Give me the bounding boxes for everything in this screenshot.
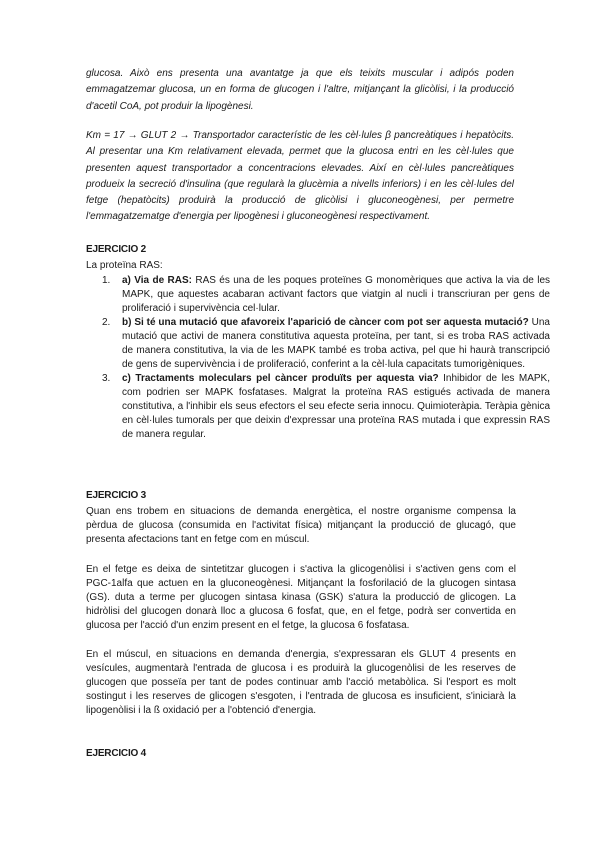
list-item-number: 3.	[102, 373, 111, 384]
intro-paragraph-2: Km = 17 → GLUT 2 → Transportador característic de les cèl·lules β pancreàtiques i hepatòcits. Al presentar una Km relativament elevada, permet que la glucosa entri en les cèl·lules que presenten aquest transportador a concentracions elevades. Així en cèl·lules pancreàtiques produeix la secreció d'insulina (que regularà la glucèmia a nivells inferiors) i en les cèl·lules del fetge (hepatòcits) produirà la producció de glicòlisi i gluconeogènesi, per permetre l'emmagatzematge d'energia per lipogènesi i gluconeogènesi respectivament.	[86, 130, 514, 223]
exercise2-list	[86, 274, 550, 442]
list-item-number: 1.	[102, 275, 111, 286]
list-item-text: Inhibidor de les MAPK, com podrien ser MAPK fosfatases. Malgrat la proteïna RAS estigués activada de manera constitutiva, a l'inhibir els seus efectors el seu efecte seria innocu. Quimioteràpia. Teràpia gènica en cèl·lules tumorals per que deixin d'expressar una proteïna RAS mutada i que expressin RAS de manera regular.	[122, 373, 551, 440]
list-item-number: 2.	[102, 317, 111, 328]
list-item-text: RAS és una de les poques proteïnes G monomèriques que activa la via de les MAPK, que aquestes acabaran activant factors que viatgin al nucli i transcriuran per gens de proliferació i supervivència cel·lular.	[122, 275, 551, 314]
exercise3-paragraph-2: En el fetge es deixa de sintetitzar glucogen i s'activa la glicogenòlisi i s'activen gens com el PGC-1alfa que actuen en la gluconeogènesi. Mitjançant la fosforilació de la glucogen sintasa (GS). duta a terme per glucogen sintasa kinasa (GSK) s'atura la producció de glicogen. La hidròlisi del glucogen donarà lloc a glucosa 6 fosfat, que, en el fetge, podrà ser convertida en glucosa per l'acció d'un enzim present en el fetge, la glucosa 6 fosfatasa.	[86, 564, 516, 631]
list-item	[102, 316, 550, 372]
exercise4-title: EJERCICIO 4	[86, 748, 147, 759]
list-item-text: Una mutació que activi de manera constitutiva aquesta proteïna, per tant, si es troba RAS activada de manera constitutiva, la via de les MAPK també es troba activa, pel que hi haurà transcripció de gens de supervivència i de proliferació, conferint a la cèl·lula capacitats tumorigèniques.	[122, 317, 550, 370]
exercise3-paragraph-1: Quan ens trobem en situacions de demanda energètica, el nostre organisme compensa la pèrdua de glucosa (consumida en l'activitat física) mitjançant la producció de glucagó, que presenta afectacions tant en fetge com en múscul.	[86, 506, 516, 545]
exercise2-title: EJERCICIO 2	[86, 244, 147, 255]
list-item	[102, 372, 551, 442]
intro-paragraph-1: glucosa. Això ens presenta una avantatge ja que els teixits muscular i adipós poden emmagatzemar glucosa, un en forma de glucogen i l'altre, mitjançant la glicòlisi, i la producció d'acetil CoA, pot produir la lipogènesi.	[86, 68, 514, 112]
list-item-label: c) Tractaments moleculars pel càncer produïts per aquesta via?	[122, 373, 439, 384]
exercise3-paragraph-3: En el múscul, en situacions en demanda d'energia, s'expressaran els GLUT 4 presents en vesícules, augmentarà l'entrada de glucosa i es produirà la glucogenòlisi de les reserves de glucogen que posseïa per tant de podes continuar amb l'acció metabòlica. Si l'esport es molt sostingut i les reserves de glicogen s'esgoten, i l'entrada de glucosa es insuficient, s'iniciarà la lipogenòlisi i la ß oxidació per a l'obtenció d'energia.	[86, 649, 516, 716]
list-item-label: b) Si té una mutació que afavoreix l'aparició de càncer com pot ser aquesta mutació?	[122, 317, 529, 328]
list-item	[102, 274, 551, 316]
exercise2-intro: La proteïna RAS:	[86, 260, 163, 271]
exercise3-title: EJERCICIO 3	[86, 490, 147, 501]
list-item-label: a) Via de RAS:	[122, 275, 192, 286]
